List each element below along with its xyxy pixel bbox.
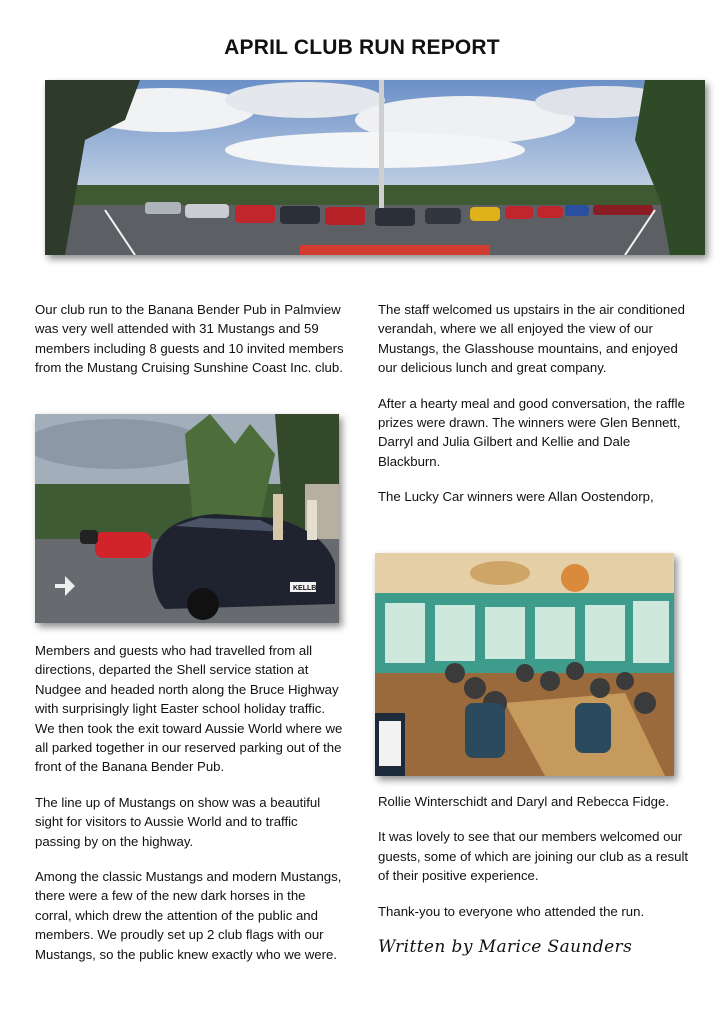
- left-paragraph-3: The line up of Mustangs on show was a beautiful sight for visitors to Aussie World and to traffic passing by on the highway.: [35, 794, 321, 849]
- right-column-lower: [378, 792, 690, 921]
- right-column: [378, 300, 690, 507]
- left-column: [35, 300, 345, 378]
- dark-horse-mustang-photo: [35, 414, 339, 623]
- right-paragraph-3: The Lucky Car winners were Allan Oostendorp,: [378, 489, 654, 505]
- right-paragraph-5: It was lovely to see that our members welcomed our guests, some of which are joining our club as a result of their positive experience.: [378, 829, 689, 884]
- right-paragraph-2: After a hearty meal and good conversation, the raffle prizes were drawn. The winners were Glen Bennett, Darryl and Julia Gilbert and Kellie and Dale Blackburn.: [378, 395, 685, 469]
- left-paragraph-1: Our club run to the Banana Bender Pub in Palmview was very well attended with 31 Mustangs and 59 members including 8 guests and 10 invited members from the Mustang Cruising Sunshine Coast Inc. club.: [35, 302, 344, 376]
- panorama-car-park-photo: [45, 80, 705, 255]
- license-plate: KELLB: [293, 585, 317, 592]
- verandah-lunch-photo: [375, 553, 674, 776]
- right-paragraph-6: Thank-you to everyone who attended the run.: [378, 903, 645, 919]
- right-paragraph-1: The staff welcomed us upstairs in the air conditioned verandah, where we all enjoyed the view of our Mustangs, the Glasshouse mountains, and enjoyed our delicious lunch and great company.: [378, 302, 685, 376]
- page-title: APRIL CLUB RUN REPORT: [224, 36, 500, 59]
- right-paragraph-4: Rollie Winterschidt and Daryl and Rebecca Fidge.: [378, 794, 669, 809]
- left-paragraph-4: Among the classic Mustangs and modern Mustangs, there were a few of the new dark horses in the corral, which drew the attention of the public and members. We proudly set up 2 club flags with our Mustangs, so the public knew exactly who we were.: [35, 869, 342, 962]
- left-paragraph-2: Members and guests who had travelled from all directions, departed the Shell service station at Nudgee and headed north along the Bruce Highway with surprisingly light Easter school holiday traffic. We then took the exit toward Aussie World where we all parked together in our reserved parking out of the front of the Banana Bender Pub.: [35, 643, 343, 775]
- left-column-lower: [35, 641, 345, 964]
- author-signature: Written by Marice Saunders: [378, 937, 633, 957]
